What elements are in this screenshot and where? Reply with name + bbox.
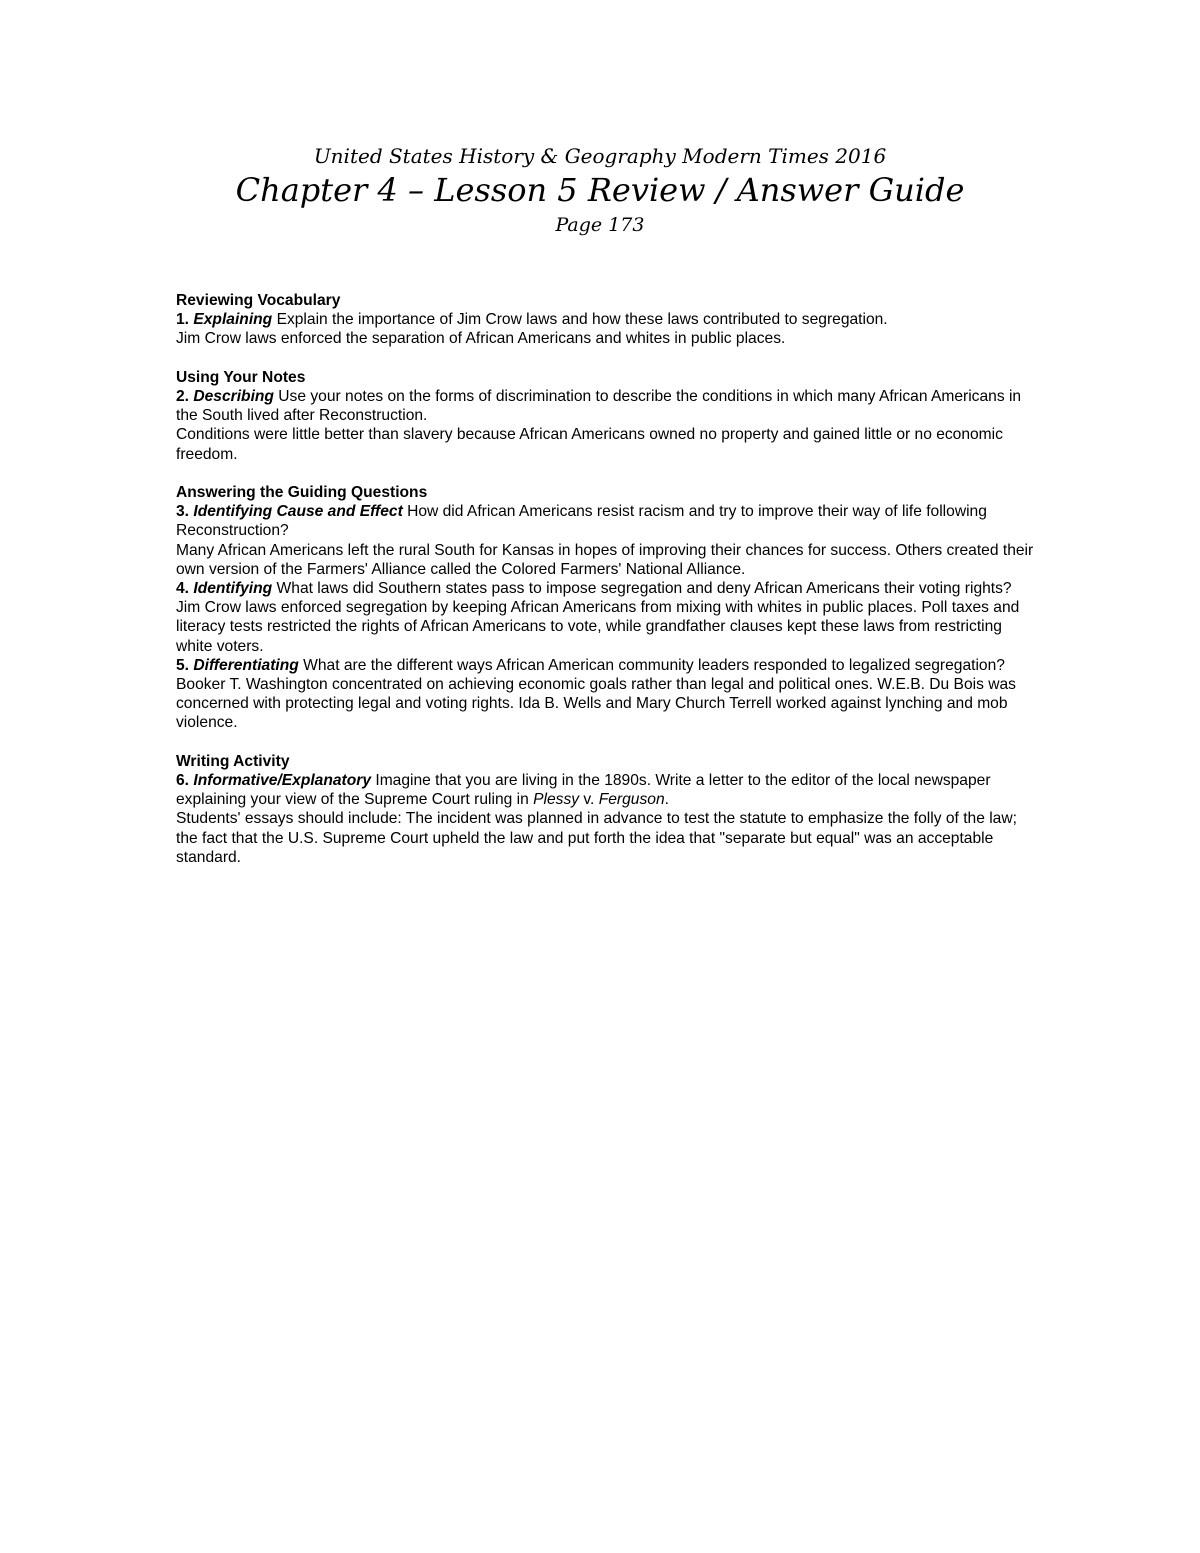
question-6 (176, 771, 1036, 809)
question-label: Informative/Explanatory (193, 772, 372, 790)
document-title: Chapter 4 – Lesson 5 Review / Answer Guide (235, 171, 965, 209)
question-label: Identifying (193, 580, 273, 598)
answer-4: Jim Crow laws enforced segregation by keeping African Americans from mixing with whites in public places. Poll taxes and literacy tests restricted the rights of African Americans to vote, while grandfather clauses kept these laws from restricting white voters. (176, 599, 1020, 655)
question-number: 1. (176, 311, 190, 329)
case-versus: v. (583, 791, 595, 809)
question-number: 3. (176, 503, 190, 521)
question-text: Imagine that you are living in the 1890s. Write a letter to the editor of the local newspaper explaining your view of the Supreme Court ruling in (176, 772, 991, 809)
page-reference: Page 173 (555, 214, 645, 236)
answer-5: Booker T. Washington concentrated on achieving economic goals rather than legal and political ones. W.E.B. Du Bois was concerned with protecting legal and voting rights. Ida B. Wells and Mary Church Terrell worked against lynching and mob violence. (176, 676, 1016, 732)
answer-3: Many African Americans left the rural South for Kansas in hopes of improving their chances for success. Others created their own version of the Farmers' Alliance called the Colored Farmers' National Alliance. (176, 541, 1034, 578)
question-3 (176, 502, 1036, 540)
question-text: What are the different ways African American community leaders responded to legalized segregation? (303, 656, 1005, 674)
question-end-punctuation: . (664, 791, 669, 809)
document-subtitle: United States History & Geography Modern Times 2016 (313, 144, 887, 168)
question-2 (176, 387, 1036, 425)
question-label: Differentiating (193, 656, 299, 674)
section-guiding-questions (176, 483, 1036, 733)
section-title: Using Your Notes (176, 368, 306, 386)
section-title: Writing Activity (176, 752, 290, 770)
question-number: 4. (176, 580, 190, 598)
question-number: 6. (176, 772, 190, 790)
case-defendant: Ferguson (598, 791, 665, 809)
question-number: 2. (176, 388, 190, 405)
answer-2: Conditions were little better than slavery because African Americans owned no property and gained little or no economic freedom. (176, 426, 1003, 463)
question-label: Identifying Cause and Effect (193, 503, 403, 521)
section-title: Reviewing Vocabulary (176, 292, 341, 309)
question-label: Explaining (193, 311, 273, 329)
question-number: 5. (176, 656, 190, 674)
section-writing-activity (176, 752, 1036, 867)
question-1 (176, 310, 1036, 329)
document-body (176, 291, 1036, 886)
question-text: How did African Americans resist racism and try to improve their way of life following Reconstruction? (176, 503, 987, 540)
question-text: Use your notes on the forms of discrimination to describe the conditions in which many African Americans in the South lived after Reconstruction. (176, 388, 1022, 425)
answer-6: Students' essays should include: The incident was planned in advance to test the statute to emphasize the folly of the law; the fact that the U.S. Supreme Court upheld the law and put forth the idea that "separate but equal" was an acceptable standard. (176, 810, 1017, 866)
section-title: Answering the Guiding Questions (176, 484, 428, 501)
question-text: Explain the importance of Jim Crow laws and how these laws contributed to segregation. (276, 311, 888, 329)
case-plaintiff: Plessy (533, 791, 580, 809)
question-label: Describing (193, 388, 274, 405)
section-using-your-notes (176, 368, 1036, 464)
question-4 (176, 579, 1036, 598)
answer-1: Jim Crow laws enforced the separation of African Americans and whites in public places. (176, 330, 786, 348)
question-5 (176, 656, 1036, 675)
question-text: What laws did Southern states pass to impose segregation and deny African Americans their voting rights? (276, 580, 1012, 598)
document-header (0, 142, 1200, 240)
section-reviewing-vocabulary (176, 291, 1036, 349)
